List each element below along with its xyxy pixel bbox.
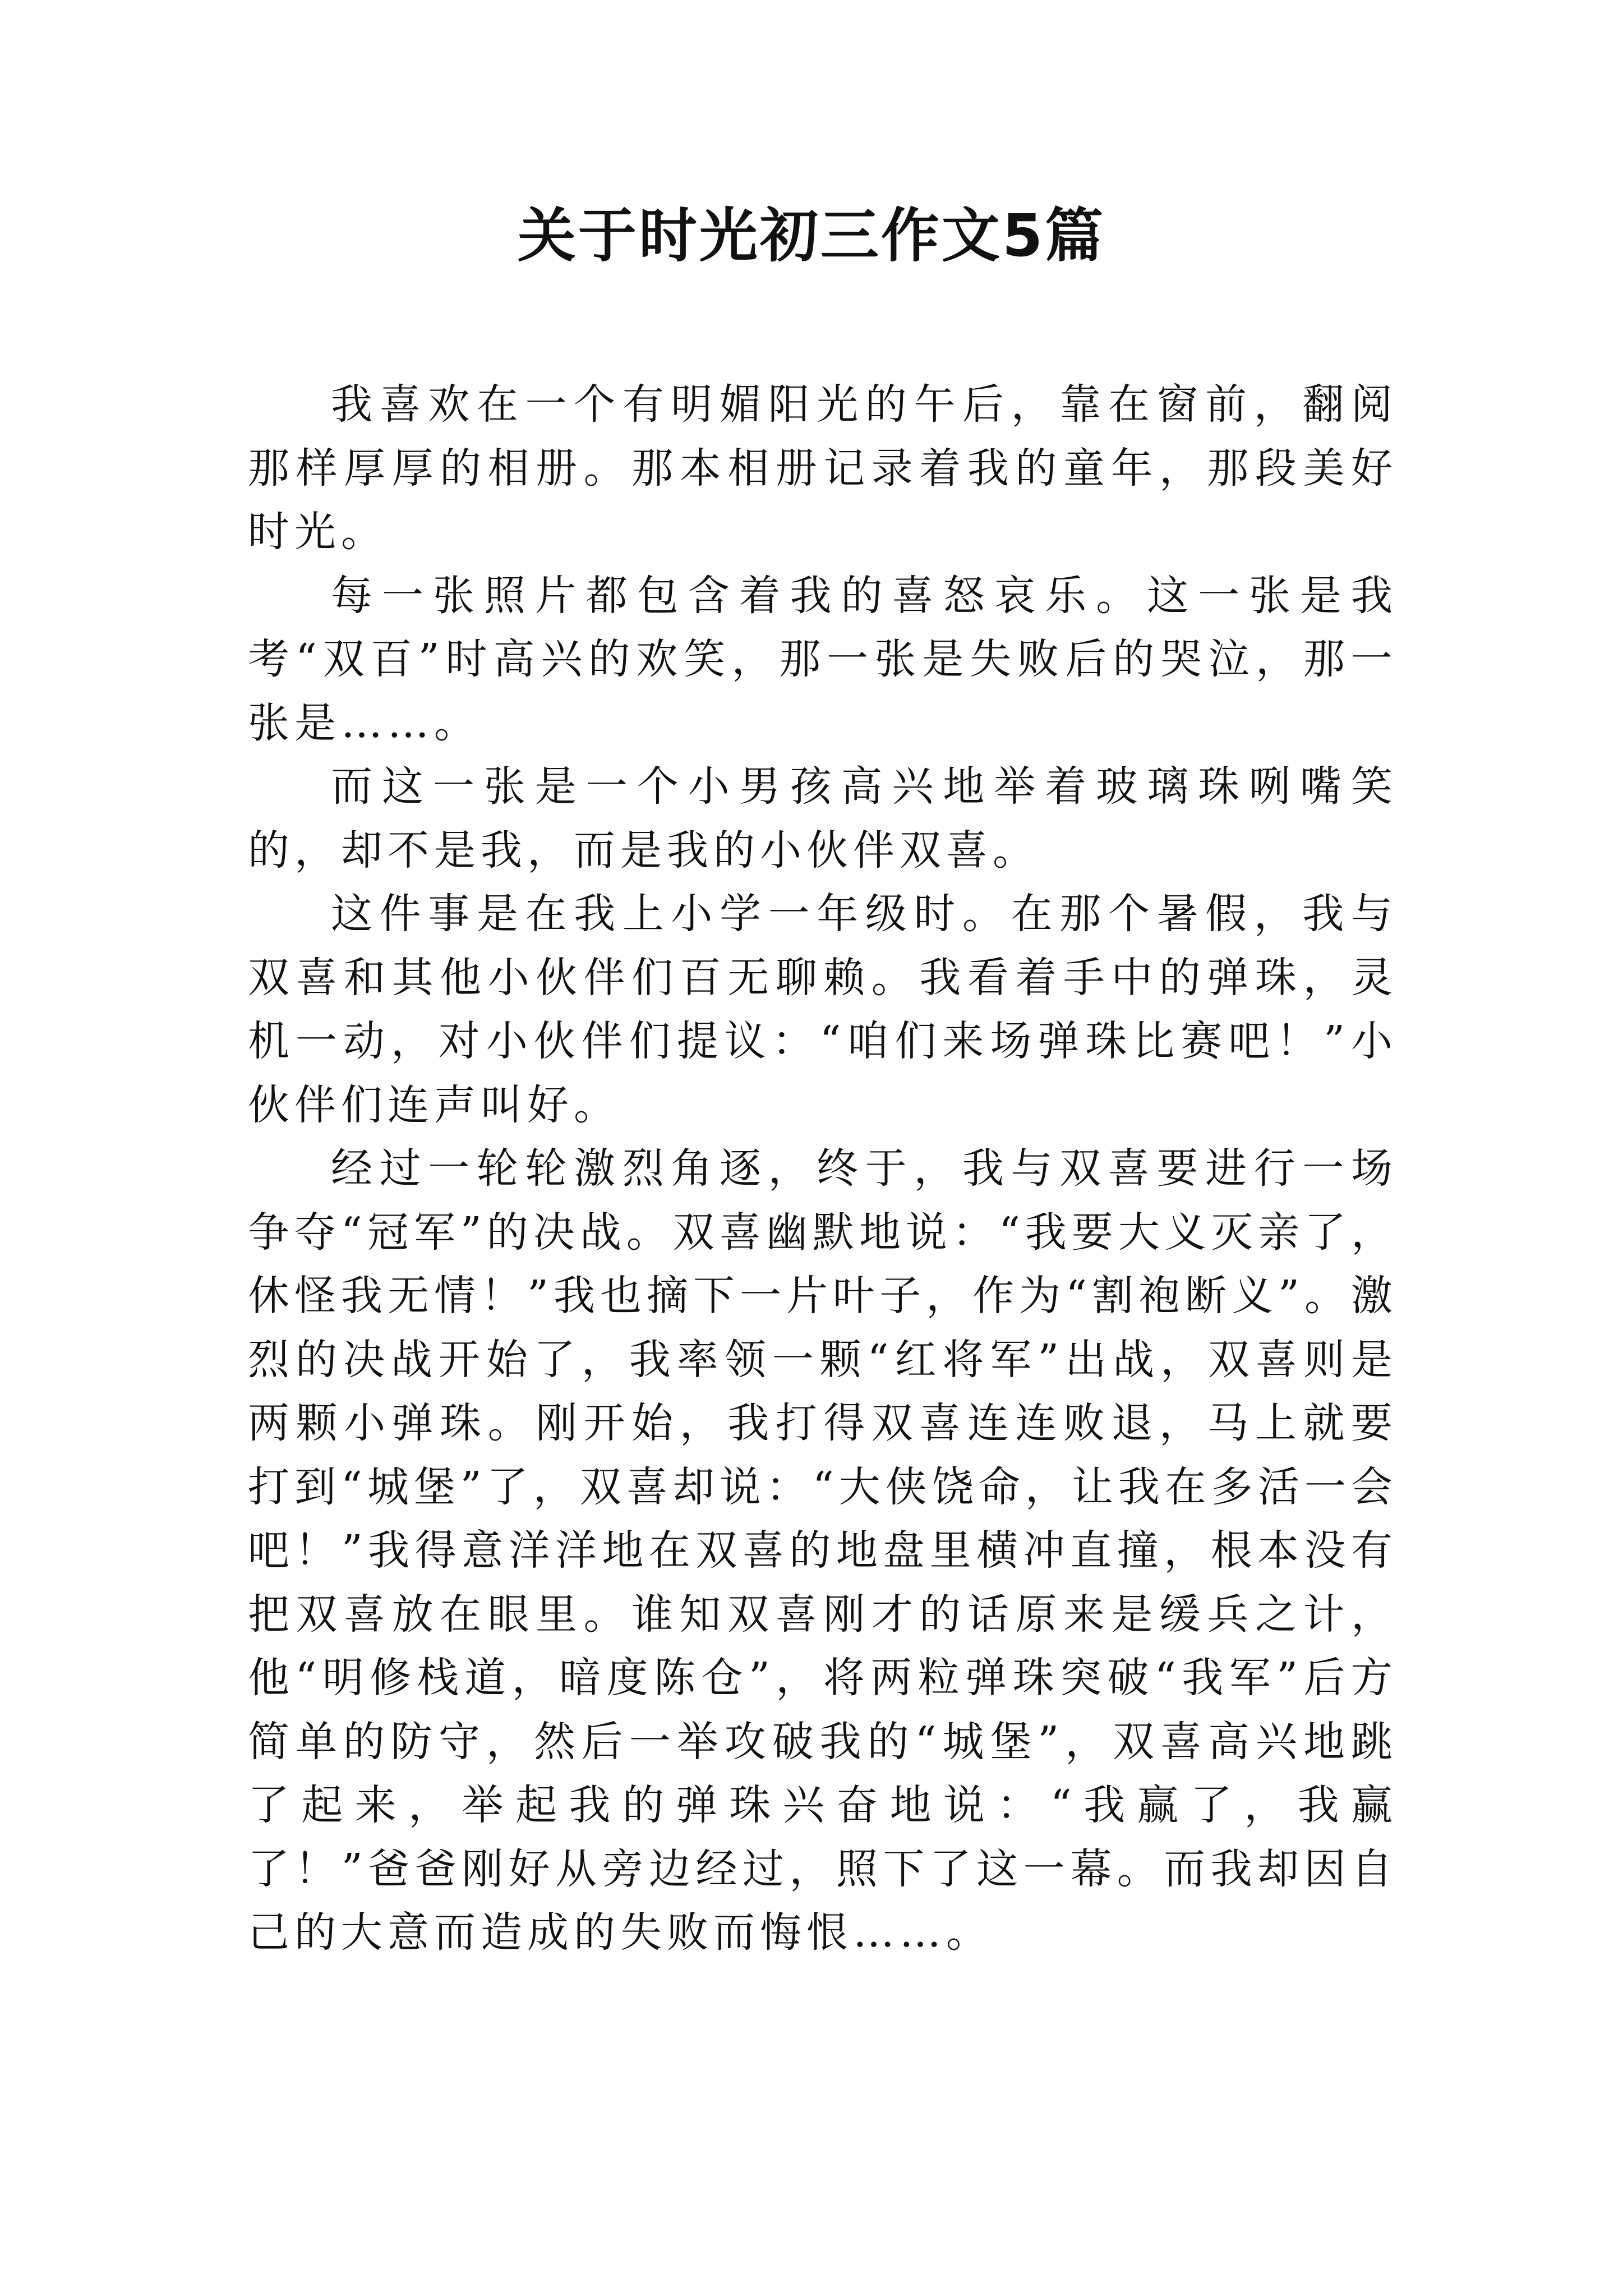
paragraph: 我喜欢在一个有明媚阳光的午后，靠在窗前，翻阅那样厚厚的相册。那本相册记录着我的童年，那段美好时光。 [248,380,1398,556]
document-body [248,373,1398,1965]
paragraph: 这件事是在我上小学一年级时。在那个暑假，我与双喜和其他小伙伴们百无聊赖。我看着手中的弹珠，灵机一动，对小伙伴们提议：“咱们来场弹珠比赛吧！”小伙伴们连声叫好。 [248,890,1398,1129]
paragraph: 经过一轮轮激烈角逐，终于，我与双喜要进行一场争夺“冠军”的决战。双喜幽默地说：“我要大义灭亲了，休怪我无情！”我也摘下一片叶子，作为“割袍断义”。激烈的决战开始了，我率领一颗“红将军”出战，双喜则是两颗小弹珠。刚开始，我打得双喜连连败退，马上就要打到“城堡”了，双喜却说：“大侠饶命，让我在多活一会吧！”我得意洋洋地在双喜的地盘里横冲直撞，根本没有把双喜放在眼里。谁知双喜刚才的话原来是缓兵之计，他“明修栈道，暗度陈仓”，将两粒弹珠突破“我军”后方简单的防守，然后一举攻破我的“城堡”，双喜高兴地跳了起来，举起我的弹珠兴奋地说：“我赢了，我赢了！”爸爸刚好从旁边经过，照下了这一幕。而我却因自己的大意而造成的失败而悔恨……。 [248,1144,1398,1957]
paragraph: 而这一张是一个小男孩高兴地举着玻璃珠咧嘴笑的，却不是我，而是我的小伙伴双喜。 [248,762,1398,875]
document-title: 关于时光初三作文5篇 [517,201,1106,270]
paragraph: 每一张照片都包含着我的喜怒哀乐。这一张是我考“双百”时高兴的欢笑，那一张是失败后的哭泣，那一张是……。 [248,571,1398,747]
